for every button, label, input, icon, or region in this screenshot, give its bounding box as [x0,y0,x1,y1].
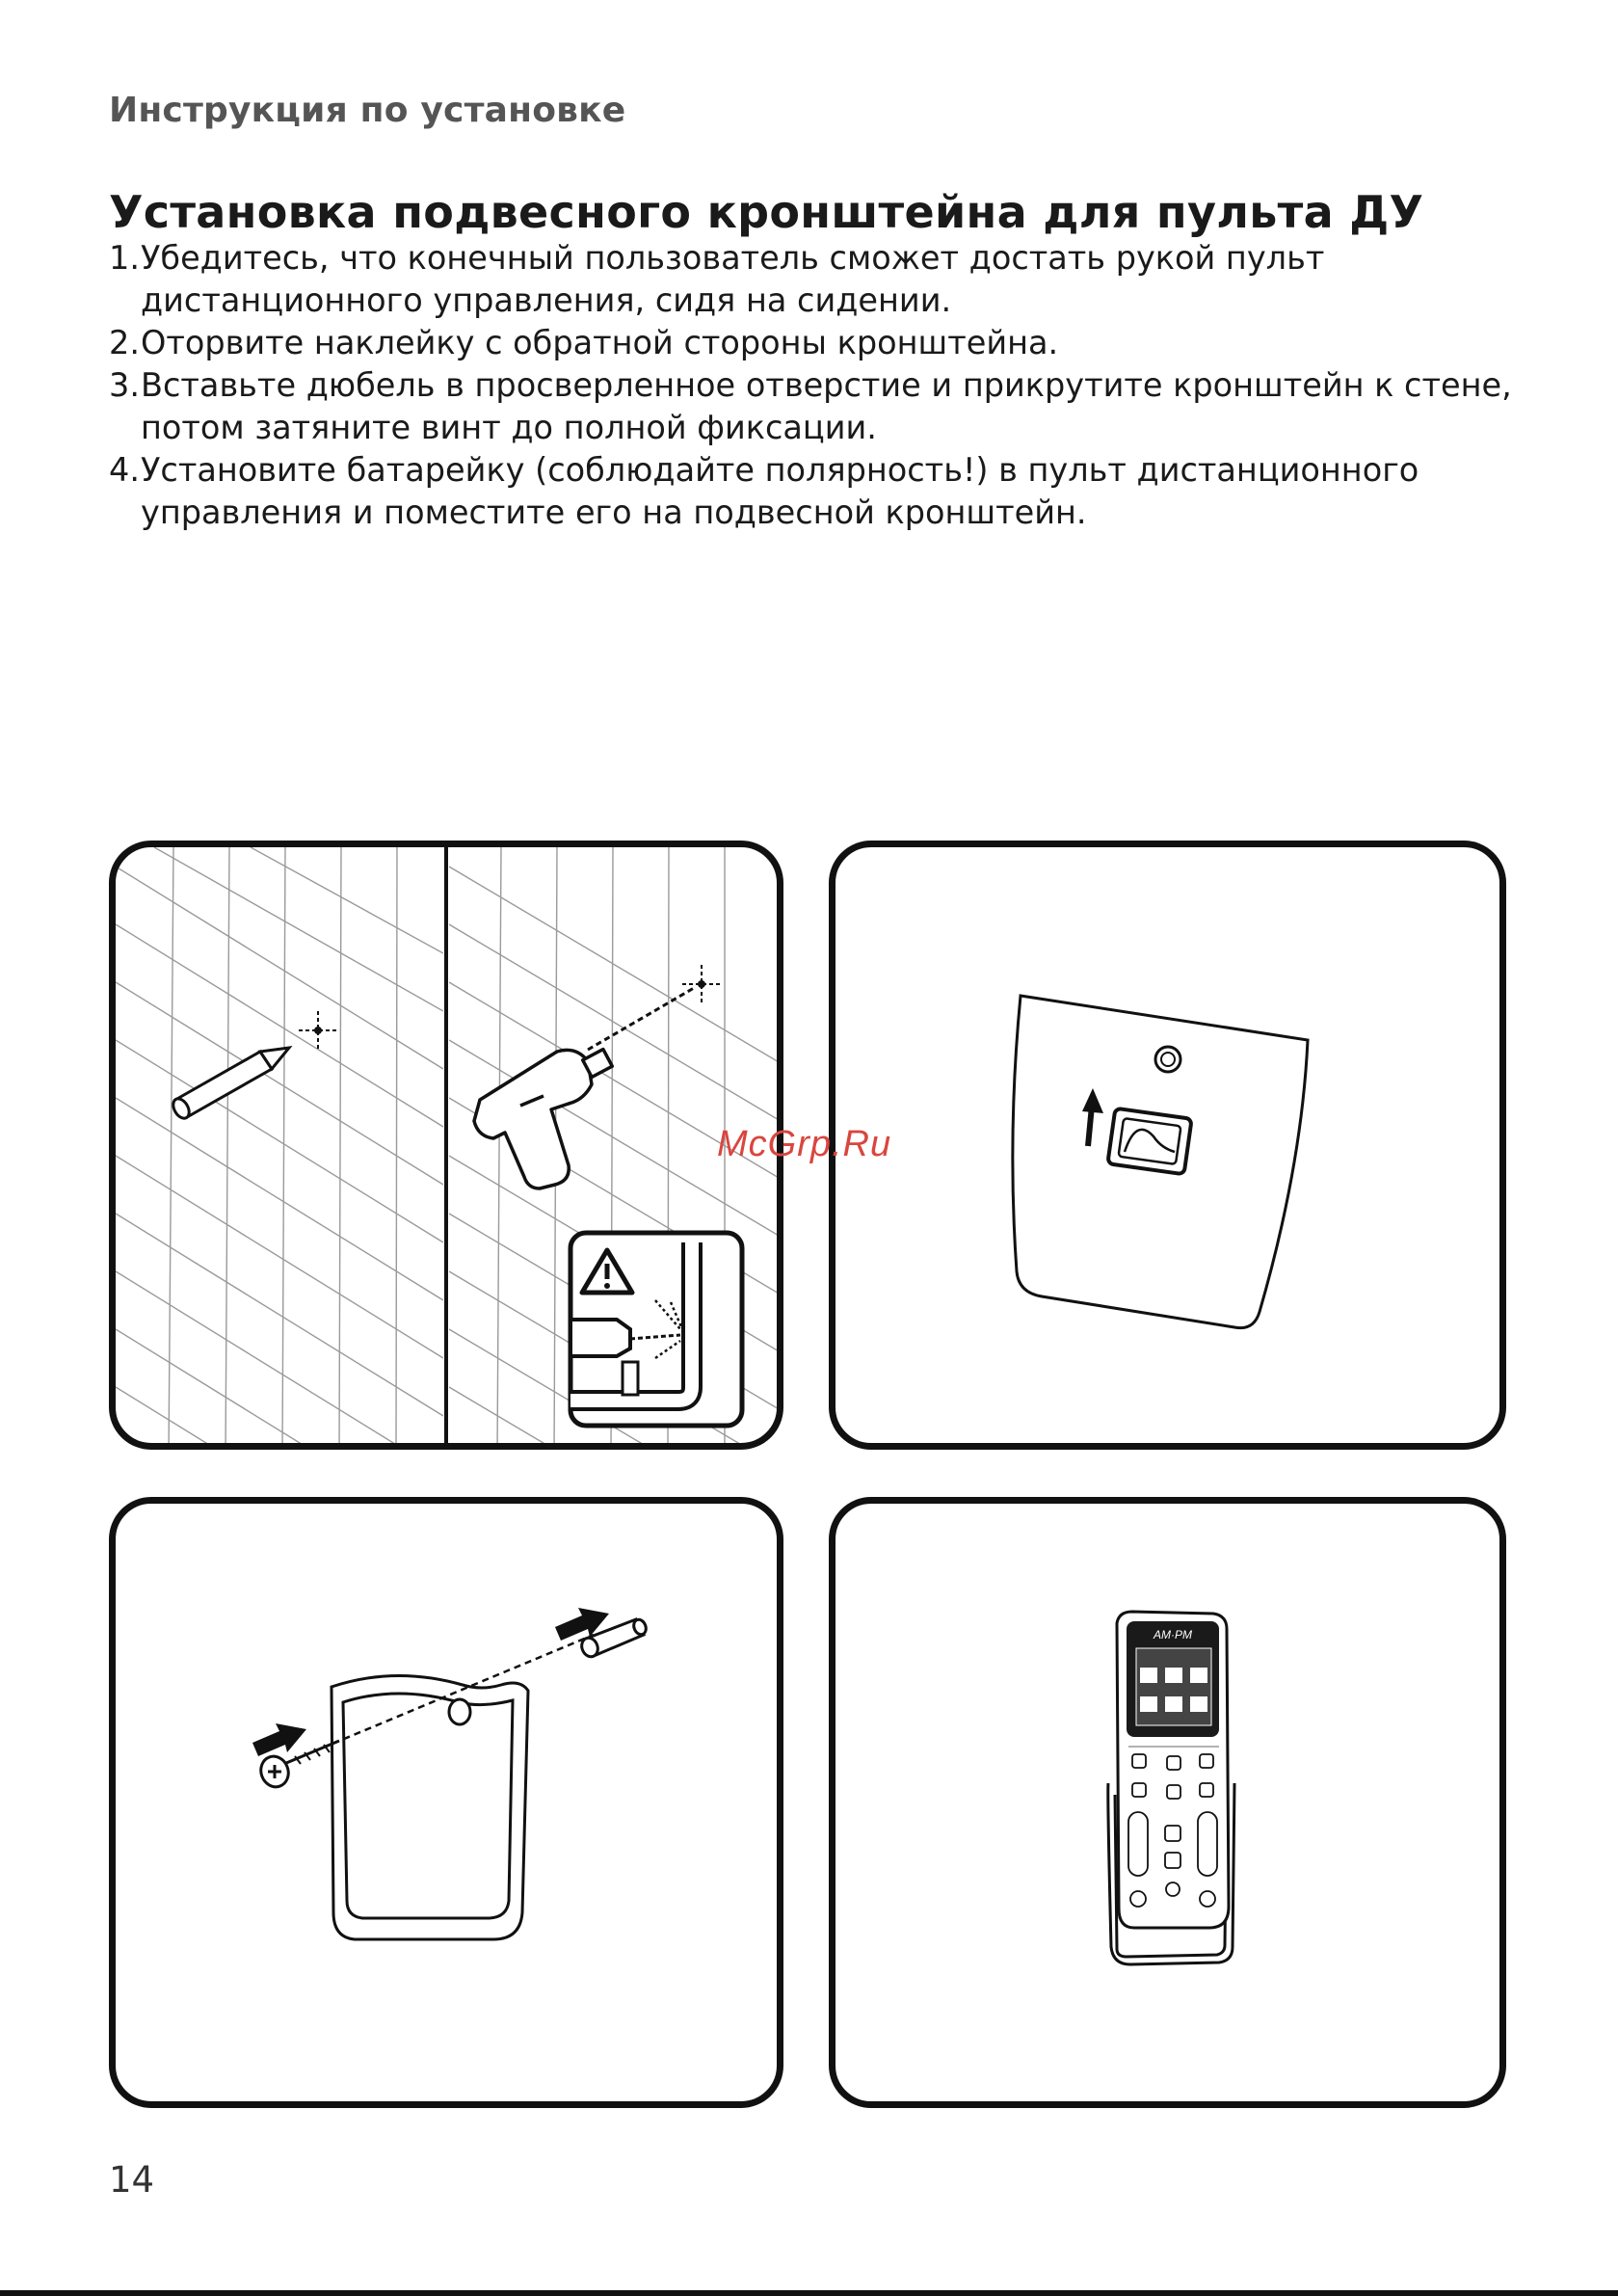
bracket-front [332,1675,528,1939]
step-2 [109,322,1516,364]
step-number: 2. [109,324,140,361]
drill-bit [588,988,694,1050]
step-text: управления и поместите его на подвесной кронштейн. [141,494,1087,531]
drilling-illustration [116,847,783,1450]
section-header: Инструкция по установке [109,91,626,130]
remote-control [1117,1612,1229,1928]
warning-inset [570,1233,742,1426]
step-text: Установите батарейку (соблюдайте полярность!) в пульт дистанционного [141,451,1419,489]
illustration-sticker [829,841,1506,1450]
illustration-drilling [109,841,783,1450]
step-text: Убедитесь, что конечный пользователь сможет достать рукой пульт [141,239,1325,277]
instruction-steps [109,237,1516,534]
bracket-hole [449,1699,470,1724]
drill-point [314,1027,322,1034]
step-number: 3. [109,366,140,404]
page-number: 14 [109,2159,155,2201]
drill-icon [474,1050,612,1188]
illustration-mounting [109,1497,783,2108]
mount-hole [1155,1047,1180,1072]
bottom-rule [0,2290,1618,2296]
step-number: 4. [109,451,140,489]
step-text: Вставьте дюбель в просверленное отверстие и прикрутите кронштейн к стене, [141,366,1512,404]
remote-illustration [836,1504,1506,2108]
step-text: дистанционного управления, сидя на сидении. [141,281,952,319]
sticker-illustration [836,847,1506,1450]
step-text: потом затяните винт до полной фиксации. [141,409,877,446]
step-1 [109,237,1516,322]
tile-grid-left [116,847,443,1450]
step-text: Оторвите наклейку с обратной стороны кронштейна. [141,324,1059,361]
remote-logo: AM·PM [1154,1628,1192,1642]
step-4 [109,449,1516,534]
arrow-right-icon [252,1723,306,1756]
drill-point [698,980,705,988]
page-title: Установка подвесного кронштейна для пульта ДУ [109,186,1424,238]
step-3 [109,364,1516,449]
sticker-tab [1107,1108,1191,1175]
illustration-remote [829,1497,1506,2108]
mounting-illustration [116,1504,783,2108]
step-number: 1. [109,239,140,277]
watermark: McGrp.Ru [717,1124,892,1164]
